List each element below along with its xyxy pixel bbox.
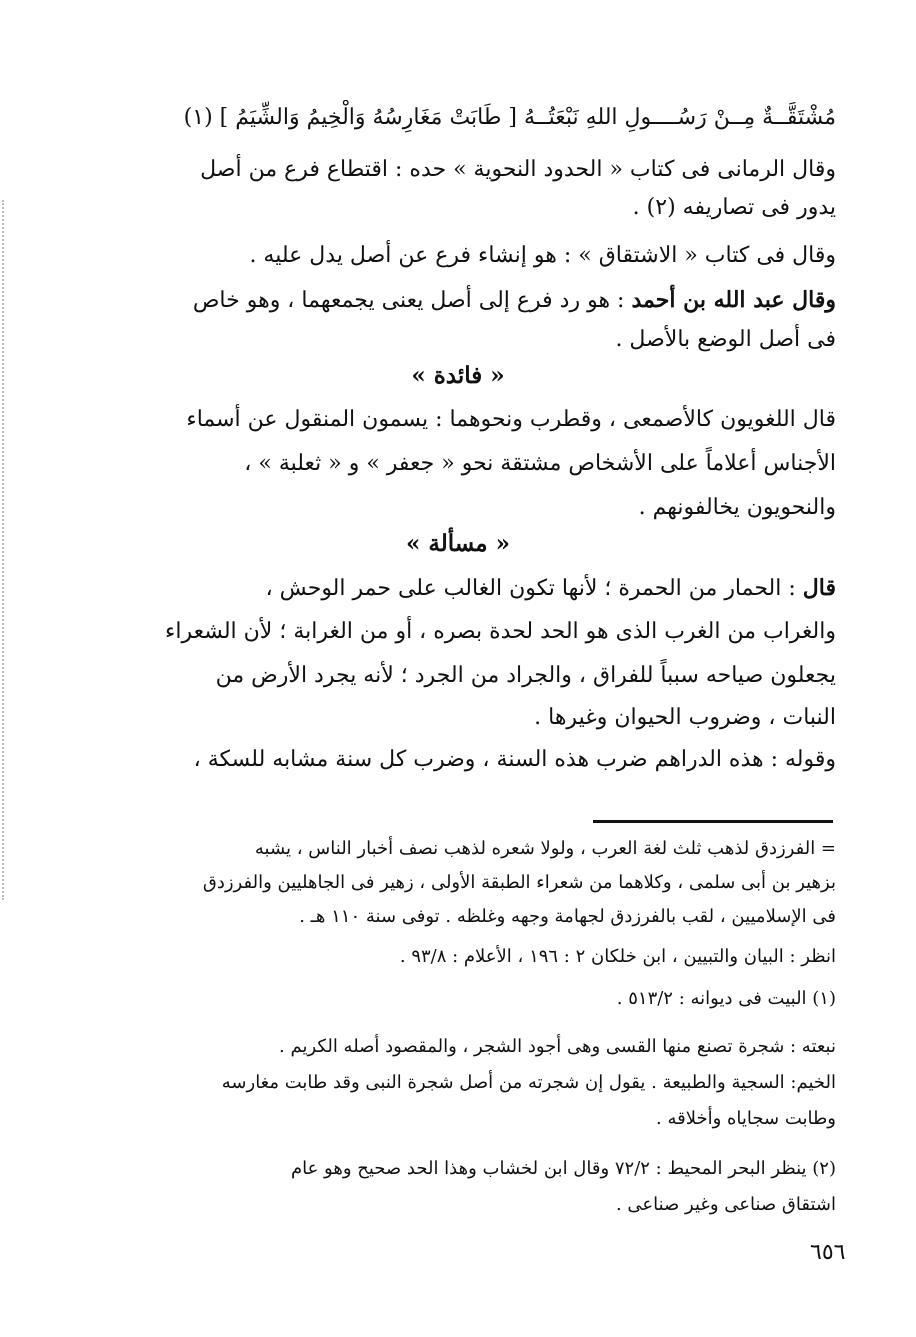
paragraph-line: النبات ، وضروب الحيوان وغيرها . xyxy=(534,705,836,730)
paragraph-line: يدور فى تصاريفه (٢) . xyxy=(632,195,836,220)
section-heading: « مسألة » xyxy=(406,530,510,557)
lead-word: قال xyxy=(802,575,836,601)
page-number: ٦٥٦ xyxy=(810,1240,846,1265)
paragraph-line: والغراب من الغرب الذى هو الحد لحدة بصره ، أو من الغرابة ؛ لأن الشعراء xyxy=(165,619,836,644)
footnote-line: (١) البيت فى ديوانه : ٥١٣/٢ . xyxy=(616,988,836,1009)
paragraph-line: والنحويون يخالفونهم . xyxy=(638,495,836,520)
paragraph-line: وقال فى كتاب « الاشتقاق » : هو إنشاء فرع عن أصل يدل عليه . xyxy=(249,243,836,268)
footnote-line: بزهير بن أبى سلمى ، وكلاهما من شعراء الطبقة الأولى ، زهير فى الجاهليين والفرزدق xyxy=(202,872,836,893)
footnote-line: (٢) ينظر البحر المحيط : ٧٢/٢ وقال ابن لخشاب وهذا الحد صحيح وهو عام xyxy=(290,1158,836,1179)
footnote-separator xyxy=(593,820,833,823)
paragraph-line xyxy=(116,570,836,607)
section-heading: « فائدة » xyxy=(411,362,505,389)
footnote-line: = الفرزدق لذهب ثلث لغة العرب ، ولولا شعره لذهب نصف أخبار الناس ، يشبه xyxy=(254,838,836,859)
paragraph-line: يجعلون صياحه سبباً للفراق ، والجراد من الجرد ؛ لأنه يجرد الأرض من xyxy=(215,663,836,688)
paragraph-line xyxy=(116,282,836,319)
footnote-line: انظر : البيان والتبيين ، ابن خلكان ٢ : ١٩٦ ، الأعلام : ٩٣/٨ . xyxy=(399,946,836,967)
author-name: وقال عبد الله بن أحمد xyxy=(631,287,836,313)
paragraph-line: وقوله : هذه الدراهم ضرب هذه السنة ، وضرب كل سنة مشابه للسكة ، xyxy=(193,747,836,772)
paragraph-line: قال اللغويون كالأصمعى ، وقطرب ونحوهما : يسمون المنقول عن أسماء xyxy=(186,407,836,432)
paragraph-line: فى أصل الوضع بالأصل . xyxy=(615,327,836,352)
paragraph-text: : هو رد فرع إلى أصل يعنى يجمعهما ، وهو خاص xyxy=(192,288,632,313)
paragraph-text: : الحمار من الحمرة ؛ لأنها تكون الغالب على حمر الوحش ، xyxy=(265,576,803,601)
footnote-line: الخيم: السجية والطبيعة . يقول إن شجرته من أصل شجرة النبى وقد طابت مغارسه xyxy=(221,1072,836,1093)
paragraph-line: الأجناس أعلاماً على الأشخاص مشتقة نحو « جعفر » و « ثعلبة » ، xyxy=(244,451,836,476)
footnote-line: وطابت سجاياه وأخلاقه . xyxy=(656,1108,836,1129)
paragraph-line: وقال الرمانى فى كتاب « الحدود النحوية » حده : اقتطاع فرع من أصل xyxy=(200,157,836,182)
verse-line: مُشْتَقَّــةٌ مِــنْ رَسُــــولِ اللهِ نَبْعَتُــهُ [ طَابَتْ مَغَارِسُهُ وَالْخِيمُ وَالشِّيَمُ ] (١) xyxy=(183,105,836,130)
footnote-line: اشتقاق صناعى وغير صناعى . xyxy=(615,1194,836,1215)
footnote-line: نبعته : شجرة تصنع منها القسى وهى أجود الشجر ، والمقصود أصله الكريم . xyxy=(279,1036,836,1057)
footnote-line: فى الإسلاميين ، لقب بالفرزدق لجهامة وجهه وغلظه . توفى سنة ١١٠ هـ . xyxy=(299,906,836,927)
